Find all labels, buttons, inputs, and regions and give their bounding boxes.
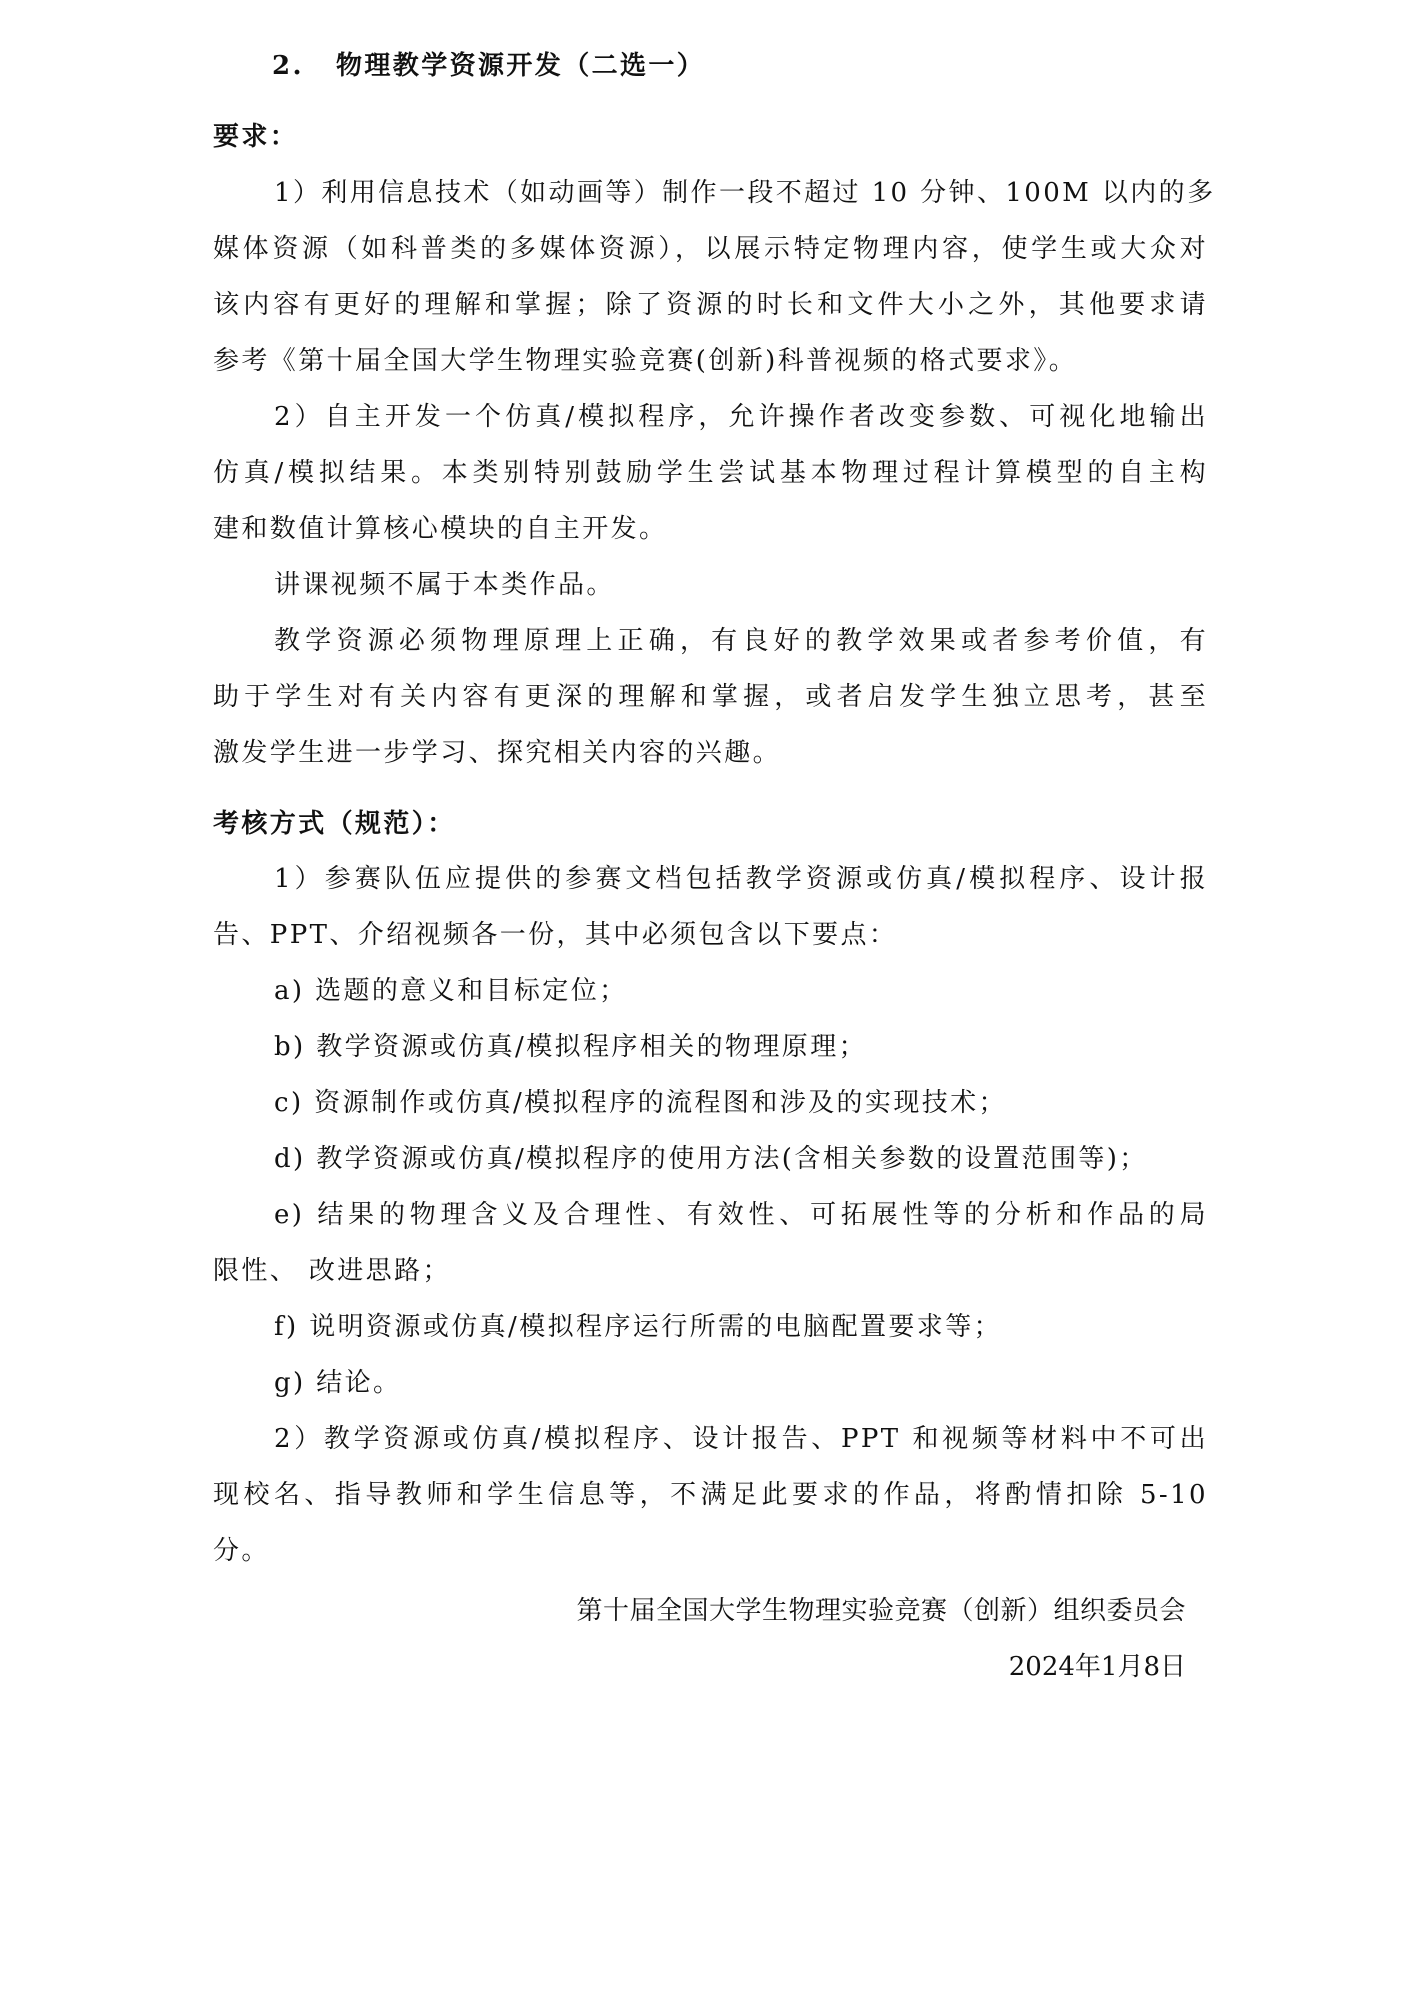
requirements-line: 2）自主开发一个仿真/模拟程序，允许操作者改变参数、可视化地输出 [274,402,1208,432]
assessment-item: d) 教学资源或仿真/模拟程序的使用方法(含相关参数的设置范围等)； [274,1144,1148,1174]
assessment-item: e) 结果的物理含义及合理性、有效性、可拓展性等的分析和作品的局 [274,1200,1208,1230]
assessment-line: 告、PPT、介绍视频各一份，其中必须包含以下要点： [213,920,898,950]
assessment-item: c) 资源制作或仿真/模拟程序的流程图和涉及的实现技术； [274,1088,1007,1118]
requirements-heading: 要求： [213,122,299,152]
requirements-line: 媒体资源（如科普类的多媒体资源），以展示特定物理内容，使学生或大众对 [213,234,1208,264]
requirements-line: 该内容有更好的理解和掌握；除了资源的时长和文件大小之外，其他要求请 [213,290,1208,320]
requirements-line: 建和数值计算核心模块的自主开发。 [213,514,668,544]
signature-date: 2024年1月8日 [1008,1652,1186,1682]
assessment-item: 限性、 改进思路； [213,1256,451,1286]
requirements-line: 讲课视频不属于本类作品。 [274,570,615,600]
assessment-line: 1）参赛队伍应提供的参赛文档包括教学资源或仿真/模拟程序、设计报 [274,864,1208,894]
section-number: 2. [272,51,304,81]
assessment-line: 2）教学资源或仿真/模拟程序、设计报告、PPT 和视频等材料中不可出 [274,1424,1208,1454]
assessment-line: 分。 [213,1536,270,1566]
requirements-line: 助于学生对有关内容有更深的理解和掌握，或者启发学生独立思考，甚至 [213,682,1208,712]
requirements-line: 1）利用信息技术（如动画等）制作一段不超过 10 分钟、100M 以内的多 [274,178,1216,208]
requirements-line: 参考《第十届全国大学生物理实验竞赛(创新)科普视频的格式要求》。 [213,346,1078,376]
signature-organization: 第十届全国大学生物理实验竞赛（创新）组织委员会 [576,1596,1186,1626]
requirements-line: 激发学生进一步学习、探究相关内容的兴趣。 [213,738,782,768]
requirements-line: 教学资源必须物理原理上正确，有良好的教学效果或者参考价值，有 [274,626,1208,656]
assessment-item: f) 说明资源或仿真/模拟程序运行所需的电脑配置要求等； [274,1312,1002,1342]
assessment-line: 现校名、指导教师和学生信息等，不满足此要求的作品，将酌情扣除 5-10 [213,1480,1208,1510]
assessment-item: g) 结论。 [274,1368,402,1398]
section-title: 物理教学资源开发（二选一） [336,51,706,81]
requirements-line: 仿真/模拟结果。本类别特别鼓励学生尝试基本物理过程计算模型的自主构 [213,458,1208,488]
assessment-heading: 考核方式（规范）： [213,809,456,839]
assessment-item: b) 教学资源或仿真/模拟程序相关的物理原理； [274,1032,868,1062]
assessment-item: a) 选题的意义和目标定位； [274,976,628,1006]
